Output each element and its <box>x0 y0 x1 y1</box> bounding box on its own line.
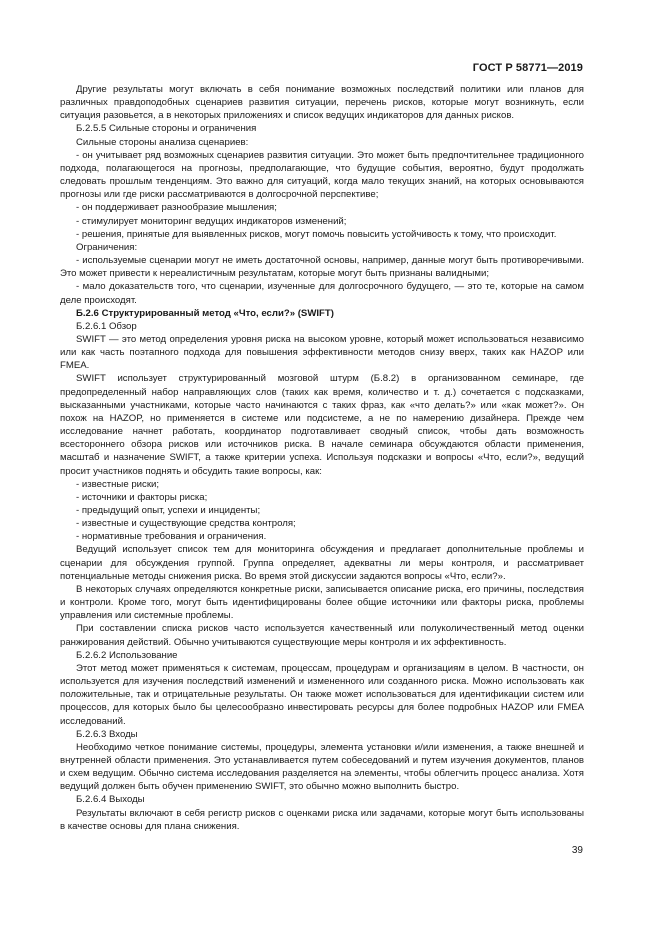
paragraph: Другие результаты могут включать в себя понимание возможных последствий политики или планов для различных правдоподобных сценариев развития ситуации, перечень рисков, которые могут возникнуть, если ситуация разовьется, а в некоторых приложениях и список ведущих индикаторов для данных рисков. <box>60 84 584 122</box>
list-item: - известные риски; <box>76 478 160 490</box>
paragraph: Ограничения: <box>76 241 138 253</box>
paragraph: Ведущий использует список тем для мониторинга обсуждения и предлагает дополнительные проблемы и сценарии для обсуждения группой. Группа определяет, адекватны ли меры контроля, и рассматривает потенциальные методы снижения риска. Во время этой дискуссии задаются вопросы «Что, если?». <box>60 544 584 582</box>
section-heading: Б.2.6.3 Входы <box>76 728 138 740</box>
section-heading: Б.2.6.4 Выходы <box>76 794 145 806</box>
section-title: Б.2.6 Структурированный метод «Что, если?» (SWIFT) <box>76 307 334 319</box>
paragraph: Этот метод может применяться к системам, процессам, процедурам и организациям в целом. В частности, он используется для изучения последствий изменений и измененного или созданного риска. Можно использовать как положительные, так и отрицательные результаты. Он также может использоваться для идентификации систем или процессов, для которых было бы целесообразно инвестировать ресурсы для более подробных HAZOP или FMEA исследований. <box>60 662 584 727</box>
section-heading: Б.2.6.2 Использование <box>76 649 178 661</box>
list-item: - стимулирует мониторинг ведущих индикаторов изменений; <box>76 215 347 227</box>
list-item: - нормативные требования и ограничения. <box>76 531 267 543</box>
list-item: - решения, принятые для выявленных рисков, могут помочь повысить устойчивость к тому, что происходит. <box>76 228 557 240</box>
paragraph: SWIFT — это метод определения уровня риска на высоком уровне, который может использоваться независимо или как часть поэтапного подхода для повышения эффективности методов снизу вверх, таких как HAZOP или FMEA. <box>60 333 584 372</box>
list-item: - используемые сценарии могут не иметь достаточной основы, например, данные могут быть противоречивыми. Это может привести к нереалистичным результатам, которые могут быть признаны валидными; <box>60 255 584 280</box>
paragraph: Необходимо четкое понимание системы, процедуры, элемента установки и/или изменения, а также внешней и внутренней области применения. Это устанавливается путем собеседований и путем изучения документов, планов и схем ведущим. Обычно система исследования разделяется на элементы, чтобы облегчить процесс анализа. Хотя ведущий должен быть обучен применению SWIFT, это обычно можно выполнить быстро. <box>60 741 584 793</box>
paragraph: Результаты включают в себя регистр рисков с оценками риска или задачами, которые могут быть использованы в качестве основы для плана снижения. <box>60 807 584 832</box>
body-text <box>60 83 584 833</box>
section-heading: Б.2.6.1 Обзор <box>76 320 137 332</box>
list-item: - предыдущий опыт, успехи и инциденты; <box>76 505 261 516</box>
paragraph: При составлении списка рисков часто используется качественный или полуколичественный метод оценки ранжирования действий. Обычно учитываются существующие меры контроля и их эффективность. <box>60 623 584 648</box>
paragraph: В некоторых случаях определяются конкретные риски, записывается описание риска, его причины, последствия и контроли. Кроме того, могут быть идентифицированы более общие источники или факторы риска, проблемы управления или системные проблемы. <box>60 583 584 622</box>
list-item: - источники и факторы риска; <box>76 491 208 503</box>
paragraph: SWIFT использует структурированный мозговой штурм (Б.8.2) в организованном семинаре, где предопределенный набор направляющих слов (таких как время, количество и т. д.) сочетается с подсказками, высказанными участниками, которые часто начинаются с таких фраз, как «что делать?» или «как может?». Он похож на HAZOP, но применяется в системе или подсистеме, а не по намерению дизайнера. Прежде чем исследование начнет работать, координатор подготавливает сводный список, чтобы дать возможность всестороннего обзора рисков или источников риска. В начале семинара обсуждаются области применения, масштаб и назначение SWIFT, а также критерии успеха. Используя подсказки и вопросы «Что, если?», ведущий просит участников поднять и обсудить такие вопросы, как: <box>60 373 584 477</box>
standard-header: ГОСТ Р 58771—2019 <box>472 62 583 74</box>
list-item: - он учитывает ряд возможных сценариев развития ситуации. Это может быть предпочтительнее традиционного подхода, полагающегося на прогнозы, предполагающие, что будущие события, вероятно, будут продолжать следовать прошлым тенденциям. Это важно для ситуаций, когда мало текущих знаний, на которых основываются прогнозы или где риски рассматриваются в долгосрочной перспективе; <box>60 149 584 201</box>
paragraph: Сильные стороны анализа сценариев: <box>76 136 249 148</box>
list-item: - он поддерживает разнообразие мышления; <box>76 202 277 214</box>
list-item: - мало доказательств того, что сценарии, изученные для долгосрочного будущего, — это те, которые на самом деле происходят. <box>60 281 584 306</box>
section-heading: Б.2.5.5 Сильные стороны и ограничения <box>76 123 257 135</box>
page-number: 39 <box>571 845 583 856</box>
list-item: - известные и существующие средства контроля; <box>76 518 296 530</box>
